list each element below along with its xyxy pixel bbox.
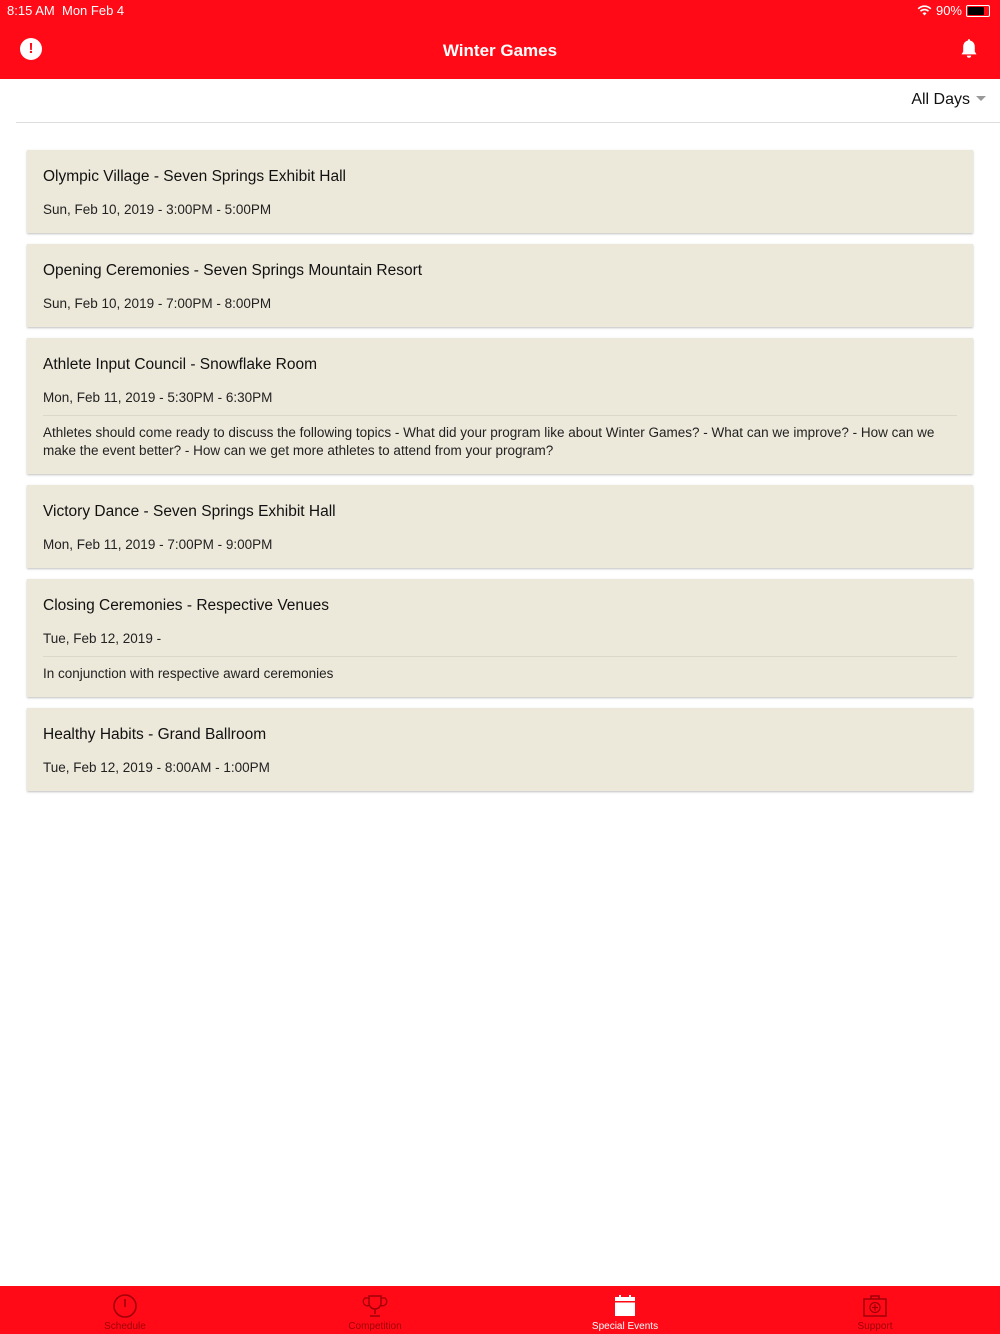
card-divider bbox=[43, 415, 957, 416]
day-filter-dropdown[interactable] bbox=[911, 91, 986, 109]
battery-level bbox=[968, 7, 984, 15]
event-time: Tue, Feb 12, 2019 - 8:00AM - 1:00PM bbox=[43, 760, 270, 775]
caret-down-icon bbox=[976, 96, 986, 101]
tab-label: Competition bbox=[348, 1321, 402, 1332]
tab-special-events[interactable] bbox=[500, 1286, 750, 1334]
card-divider bbox=[43, 656, 957, 657]
event-title: Olympic Village - Seven Springs Exhibit Hall bbox=[43, 168, 346, 185]
event-card[interactable] bbox=[27, 579, 973, 697]
calendar-icon bbox=[612, 1293, 638, 1319]
tab-competition[interactable] bbox=[250, 1286, 500, 1334]
event-card[interactable] bbox=[27, 485, 973, 568]
event-title: Victory Dance - Seven Springs Exhibit Hall bbox=[43, 503, 336, 520]
tab-support[interactable] bbox=[750, 1286, 1000, 1334]
first-aid-icon bbox=[862, 1293, 888, 1319]
event-time: Mon, Feb 11, 2019 - 7:00PM - 9:00PM bbox=[43, 537, 273, 552]
alert-icon[interactable]: ! bbox=[20, 38, 42, 60]
event-card[interactable] bbox=[27, 244, 973, 327]
status-time: 8:15 AM bbox=[7, 3, 55, 18]
status-right bbox=[917, 3, 990, 18]
event-time: Sun, Feb 10, 2019 - 3:00PM - 5:00PM bbox=[43, 202, 272, 217]
page-title: Winter Games bbox=[442, 41, 558, 60]
event-card[interactable] bbox=[27, 150, 973, 233]
event-description: Athletes should come ready to discuss the following topics - What did your program like about Winter Games? - What can we improve? - How can we make the event better? - How can we get more athletes to attend from your program? bbox=[43, 425, 935, 458]
event-time: Tue, Feb 12, 2019 - bbox=[43, 631, 162, 646]
event-title: Athlete Input Council - Snowflake Room bbox=[43, 356, 317, 373]
app-header bbox=[0, 0, 1000, 79]
battery-percent: 90% bbox=[935, 3, 962, 18]
event-title: Closing Ceremonies - Respective Venues bbox=[43, 597, 330, 614]
event-card[interactable] bbox=[27, 338, 973, 474]
trophy-icon bbox=[362, 1293, 388, 1319]
wifi-icon bbox=[917, 5, 932, 16]
tab-label: Schedule bbox=[104, 1321, 146, 1332]
tab-schedule[interactable] bbox=[0, 1286, 250, 1334]
tab-label: Special Events bbox=[591, 1321, 659, 1332]
event-title: Opening Ceremonies - Seven Springs Mountain Resort bbox=[43, 262, 423, 279]
clock-icon bbox=[112, 1293, 138, 1319]
status-date: Mon Feb 4 bbox=[62, 3, 125, 18]
bell-icon[interactable] bbox=[958, 38, 980, 60]
tab-bar bbox=[0, 1286, 1000, 1334]
battery-icon bbox=[966, 5, 990, 17]
event-description: In conjunction with respective award ceremonies bbox=[43, 666, 334, 681]
status-bar bbox=[0, 0, 1000, 20]
day-filter-value: All Days bbox=[911, 91, 970, 108]
event-time: Sun, Feb 10, 2019 - 7:00PM - 8:00PM bbox=[43, 296, 272, 311]
event-list bbox=[27, 150, 973, 802]
event-card[interactable] bbox=[27, 708, 973, 791]
event-time: Mon, Feb 11, 2019 - 5:30PM - 6:30PM bbox=[43, 390, 273, 405]
filter-bar bbox=[16, 79, 1000, 123]
tab-label: Support bbox=[857, 1321, 893, 1332]
event-title: Healthy Habits - Grand Ballroom bbox=[43, 726, 267, 743]
